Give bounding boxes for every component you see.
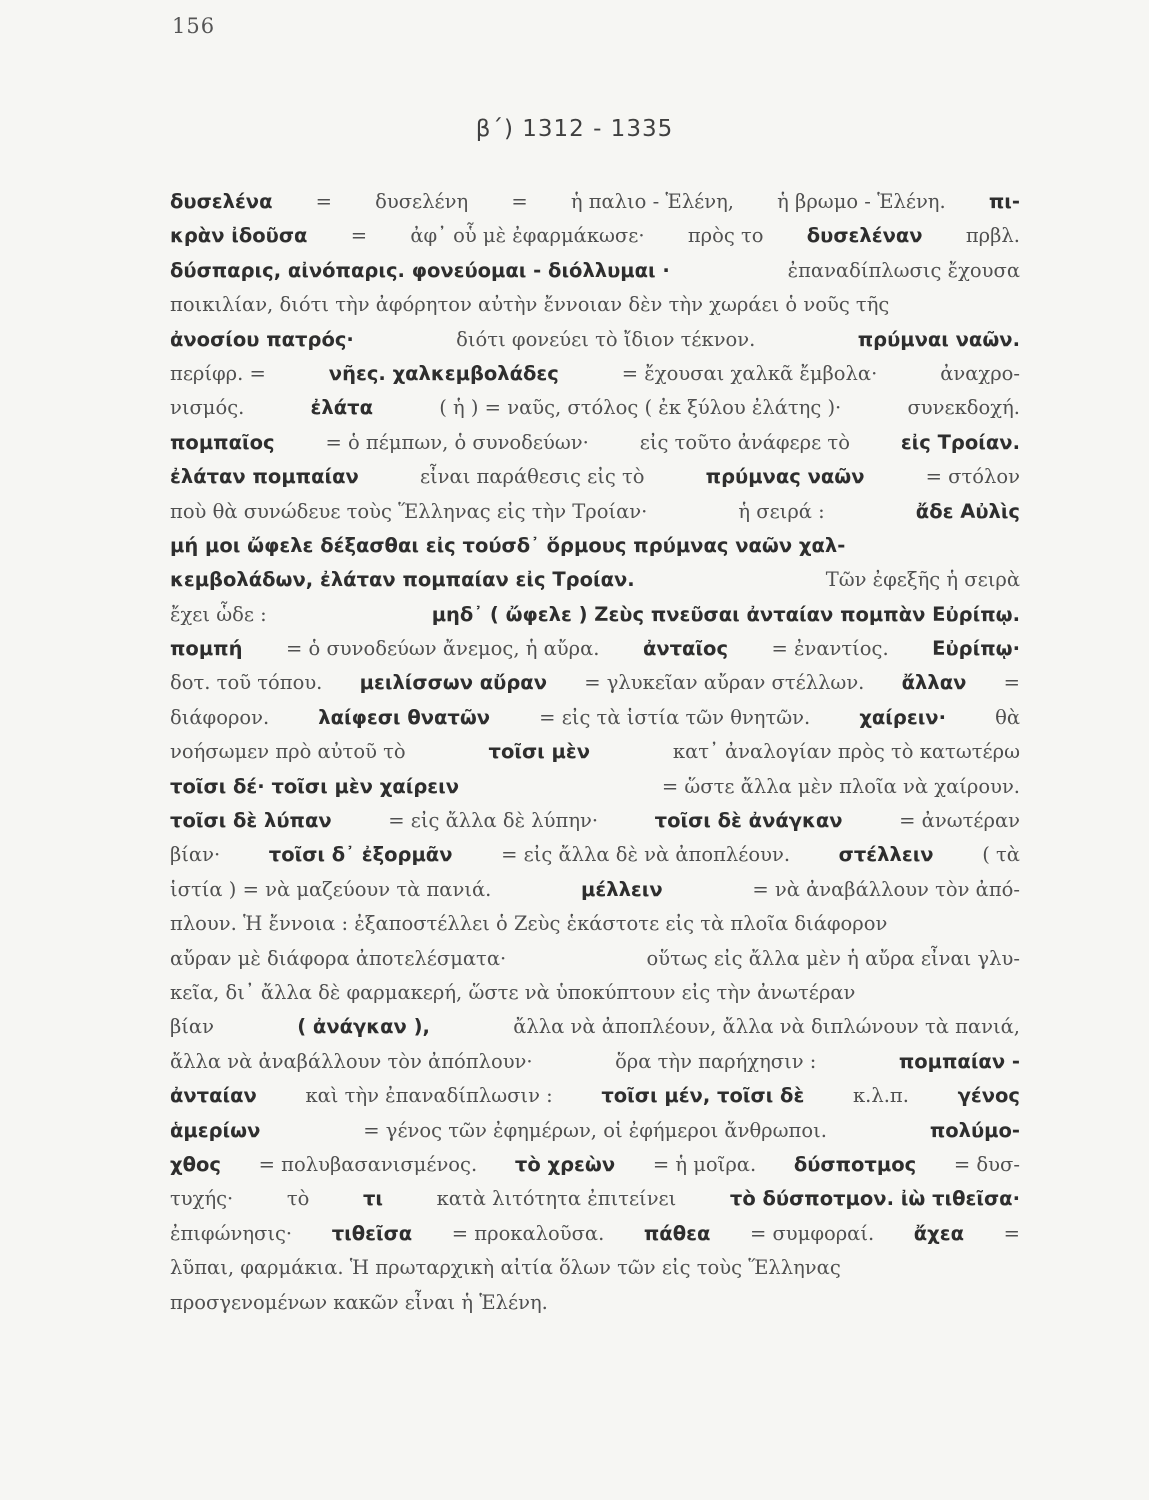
lemma-term: δύσποτμος [793, 1152, 917, 1176]
text-line [170, 391, 1020, 425]
commentary-text: = εἰς ἄλλα δὲ λύπην· [388, 809, 599, 833]
commentary-text: ἱστία ) = νὰ μαζεύουν τὰ πανιά. [170, 877, 492, 901]
text-line [170, 323, 1020, 357]
lemma-term: τοῖσι μέν, τοῖσι δὲ [601, 1084, 805, 1108]
page-number: 156 [172, 14, 216, 38]
commentary-text: τὸ [286, 1187, 310, 1211]
commentary-text: = ὁ πέμπων, ὁ συνοδεύων· [325, 430, 589, 454]
lemma-term: ἀνταῖος [642, 637, 729, 661]
commentary-text: = [315, 190, 332, 213]
text-line [170, 1251, 1020, 1285]
commentary-text: = ἐναντίος. [771, 637, 889, 661]
lemma-term: δύσπαρις, αἰνόπαρις. φονεύομαι - διόλλυμαι · [170, 258, 670, 282]
commentary-text: εἶναι παράθεσις εἰς τὸ [419, 465, 645, 489]
commentary-text: ποικιλίαν, διότι τὴν ἀφόρητον αὐτὴν ἔννοιαν δὲν τὴν χωράει ὁ νοῦς τῆς [170, 293, 890, 317]
commentary-text: κ.λ.π. [852, 1084, 909, 1108]
lemma-term: νῆες. χαλκεμβολάδες [328, 361, 559, 385]
text-line [170, 976, 1020, 1010]
text-line [170, 563, 1020, 597]
commentary-text: οὕτως εἰς ἄλλα μὲν ἡ αὔρα εἶναι γλυ- [646, 946, 1020, 970]
lemma-term: τὸ δύσποτμον. ἰὼ τιθεῖσα· [729, 1187, 1020, 1211]
commentary-text: πρβλ. [965, 224, 1020, 248]
lemma-term: μή μοι ὤφελε δέξασθαι εἰς τούσδ᾽ ὅρμους πρύμνας ναῶν χαλ- [170, 533, 846, 557]
text-line [170, 357, 1020, 391]
lemma-term: πι- [988, 190, 1020, 213]
lemma-term: Εὐρίπῳ· [932, 637, 1020, 661]
commentary-text: βίαν [170, 1015, 214, 1039]
text-line [170, 1010, 1020, 1044]
commentary-text: = ἔχουσαι χαλκᾶ ἔμβολα· [621, 361, 878, 385]
lemma-term: λαίφεσι θνατῶν [318, 705, 491, 729]
lemma-term: πομπή [170, 637, 243, 661]
text-line [170, 529, 1020, 563]
commentary-text: διάφορον. [170, 705, 270, 729]
section-heading: β΄) 1312 - 1335 [475, 116, 674, 142]
commentary-text: καὶ τὴν ἐπαναδίπλωσιν : [305, 1084, 553, 1108]
lemma-term: στέλλειν [838, 843, 934, 867]
text-line [170, 735, 1020, 769]
commentary-text: ἄλλα νὰ ἀναβάλλουν τὸν ἀπόπλουν· [170, 1049, 533, 1073]
lemma-term: πομπαίαν - [898, 1049, 1020, 1073]
text-line [170, 254, 1020, 288]
lemma-term: τοῖσι δέ· τοῖσι μὲν χαίρειν [170, 774, 460, 798]
commentary-text: = ὁ συνοδεύων ἄνεμος, ἡ αὔρα. [285, 637, 600, 661]
lemma-term: τοῖσι μὲν [488, 740, 591, 764]
text-line [170, 1079, 1020, 1113]
lemma-term: χαίρειν· [859, 705, 946, 729]
commentary-text: = [1003, 671, 1020, 695]
text-line [170, 495, 1020, 529]
commentary-text: = εἰς τὰ ἱστία τῶν θνητῶν. [539, 705, 811, 729]
lemma-term: πρύμναι ναῶν. [857, 327, 1020, 351]
commentary-text: κεῖα, δι᾽ ἄλλα δὲ φαρμακερή, ὥστε νὰ ὑποκύπτουν εἰς τὴν ἀνωτέραν [170, 980, 856, 1004]
text-line [170, 598, 1020, 632]
lemma-term: γένος [957, 1084, 1020, 1108]
lemma-term: δυσελέναν [806, 224, 923, 248]
commentary-text: ἡ παλιο - Ἑλένη, [570, 190, 735, 213]
commentary-text: εἰς τοῦτο ἀνάφερε τὸ [639, 430, 850, 454]
commentary-text: ὅρα τὴν παρήχησιν : [615, 1049, 817, 1073]
commentary-text: συνεκδοχή. [907, 396, 1020, 420]
commentary-text: βίαν· [170, 843, 221, 867]
commentary-text: αὔραν μὲ διάφορα ἀποτελέσματα· [170, 946, 507, 970]
commentary-text: ἀφ᾽ οὗ μὲ ἐφαρμάκωσε· [410, 224, 645, 248]
commentary-text: = συμφοραί. [749, 1221, 875, 1245]
commentary-text: προσγενομένων κακῶν εἶναι ἡ Ἑλένη. [170, 1290, 548, 1314]
commentary-text: = [511, 190, 528, 213]
lemma-term: μέλλειν [581, 877, 663, 901]
text-line [170, 1148, 1020, 1182]
commentary-body [170, 185, 1020, 1320]
commentary-text: πλουν. Ἡ ἔννοια : ἐξαποστέλλει ὁ Ζεὺς ἑκάστοτε εἰς τὰ πλοῖα διάφορον [170, 912, 888, 936]
lemma-term: μειλίσσων αὔραν [359, 671, 547, 695]
lemma-term: ἐλάτα [310, 396, 373, 420]
commentary-text: ἀναχρο- [940, 361, 1020, 385]
text-line [170, 1114, 1020, 1148]
text-line [170, 907, 1020, 941]
commentary-text: = γένος τῶν ἐφημέρων, οἱ ἐφήμεροι ἄνθρωποι. [363, 1118, 827, 1142]
commentary-text: νοήσωμεν πρὸ αὐτοῦ τὸ [170, 740, 406, 764]
text-line [170, 185, 1020, 219]
text-line [170, 942, 1020, 976]
text-line [170, 426, 1020, 460]
text-line [170, 838, 1020, 872]
commentary-text: = [350, 224, 368, 248]
lemma-term: ( ἀνάγκαν ), [297, 1015, 430, 1039]
lemma-term: χθος [170, 1152, 221, 1176]
commentary-text: τυχής· [170, 1187, 234, 1211]
text-line [170, 632, 1020, 666]
commentary-text: ποὺ θὰ συνώδευε τοὺς Ἕλληνας εἰς τὴν Τροίαν· [170, 499, 648, 523]
lemma-term: τοῖσι δὲ λύπαν [170, 809, 332, 833]
text-line [170, 219, 1020, 253]
commentary-text: ἡ σειρά : [738, 499, 825, 523]
text-line [170, 666, 1020, 700]
text-line [170, 701, 1020, 735]
commentary-text: = πολυβασανισμένος. [258, 1152, 478, 1176]
commentary-text: περίφρ. = [170, 361, 266, 385]
lemma-term: τι [362, 1187, 383, 1211]
commentary-text: ( ἡ ) = ναῦς, στόλος ( ἐκ ξύλου ἐλάτης )· [439, 396, 842, 420]
commentary-text: πρὸς το [687, 224, 764, 248]
lemma-term: μηδ᾽ ( ὤφελε ) Ζεὺς πνεῦσαι ἀνταίαν πομπὰν Εὐρίπῳ. [431, 602, 1020, 626]
text-line [170, 770, 1020, 804]
commentary-text: = δυσ- [953, 1152, 1020, 1176]
lemma-term: ἁμερίων [170, 1118, 261, 1142]
lemma-term: ἀνοσίου πατρός· [170, 327, 354, 351]
commentary-text: λῦπαι, φαρμάκια. Ἡ πρωταρχικὴ αἰτία ὅλων τῶν εἰς τοὺς Ἕλληνας [170, 1256, 841, 1280]
commentary-text: νισμός. [170, 396, 245, 420]
lemma-term: ἄλλαν [901, 671, 967, 695]
text-line [170, 288, 1020, 322]
text-line [170, 460, 1020, 494]
lemma-term: τιθεῖσα [331, 1221, 413, 1245]
commentary-text: ἐπιφώνησις· [170, 1221, 293, 1245]
lemma-term: πολύμο- [929, 1118, 1020, 1142]
commentary-text: ἔχει ὧδε : [170, 602, 267, 626]
commentary-text: = ἡ μοῖρα. [652, 1152, 757, 1176]
lemma-term: ἄδε Αὐλὶς [915, 499, 1020, 523]
commentary-text: ( τὰ [982, 843, 1020, 867]
commentary-text: κατ᾽ ἀναλογίαν πρὸς τὸ κατωτέρω [672, 740, 1020, 764]
commentary-text: κατὰ λιτότητα ἐπιτείνει [436, 1187, 677, 1211]
commentary-text: = στόλον [925, 465, 1020, 489]
lemma-term: πάθεα [643, 1221, 711, 1245]
lemma-term: πομπαῖος [170, 430, 275, 454]
commentary-text: = [1003, 1221, 1020, 1245]
lemma-term: τὸ χρεὼν [514, 1152, 616, 1176]
text-line [170, 873, 1020, 907]
commentary-text: δοτ. τοῦ τόπου. [170, 671, 323, 695]
lemma-term: ἀνταίαν [170, 1084, 257, 1108]
lemma-term: τοῖσι δ᾽ ἐξορμᾶν [268, 843, 453, 867]
lemma-term: τοῖσι δὲ ἀνάγκαν [654, 809, 843, 833]
text-line [170, 1182, 1020, 1216]
commentary-text: = ἀνωτέραν [899, 809, 1020, 833]
commentary-text: = εἰς ἄλλα δὲ νὰ ἀποπλέουν. [501, 843, 791, 867]
text-line [170, 1286, 1020, 1320]
commentary-text: θὰ [995, 705, 1020, 729]
commentary-text: = ὥστε ἄλλα μὲν πλοῖα νὰ χαίρουν. [661, 774, 1020, 798]
text-line [170, 1217, 1020, 1251]
text-line [170, 804, 1020, 838]
commentary-text: = νὰ ἀναβάλλουν τὸν ἀπό- [752, 877, 1020, 901]
commentary-text: ἄλλα νὰ ἀποπλέουν, ἄλλα νὰ διπλώνουν τὰ πανιά, [513, 1015, 1020, 1039]
lemma-term: δυσελένα [170, 190, 273, 213]
commentary-text: Τῶν ἐφεξῆς ἡ σειρὰ [825, 568, 1020, 592]
lemma-term: ἐλάταν πομπαίαν [170, 465, 359, 489]
commentary-text: διότι φονεύει τὸ ἴδιον τέκνον. [456, 327, 756, 351]
lemma-term: πρύμνας ναῶν [705, 465, 865, 489]
commentary-text: = προκαλοῦσα. [451, 1221, 605, 1245]
commentary-text: ἡ βρωμο - Ἑλένη. [777, 190, 946, 213]
lemma-term: κρὰν ἰδοῦσα [170, 224, 308, 248]
text-line [170, 1045, 1020, 1079]
commentary-text: δυσελένη [375, 190, 469, 213]
lemma-term: κεμβολάδων, ἐλάταν πομπαίαν εἰς Τροίαν. [170, 568, 635, 592]
commentary-text: = γλυκεῖαν αὔραν στέλλων. [584, 671, 865, 695]
commentary-text: ἐπαναδίπλωσις ἔχουσα [787, 258, 1020, 282]
lemma-term: ἄχεα [913, 1221, 964, 1245]
lemma-term: εἰς Τροίαν. [900, 430, 1020, 454]
